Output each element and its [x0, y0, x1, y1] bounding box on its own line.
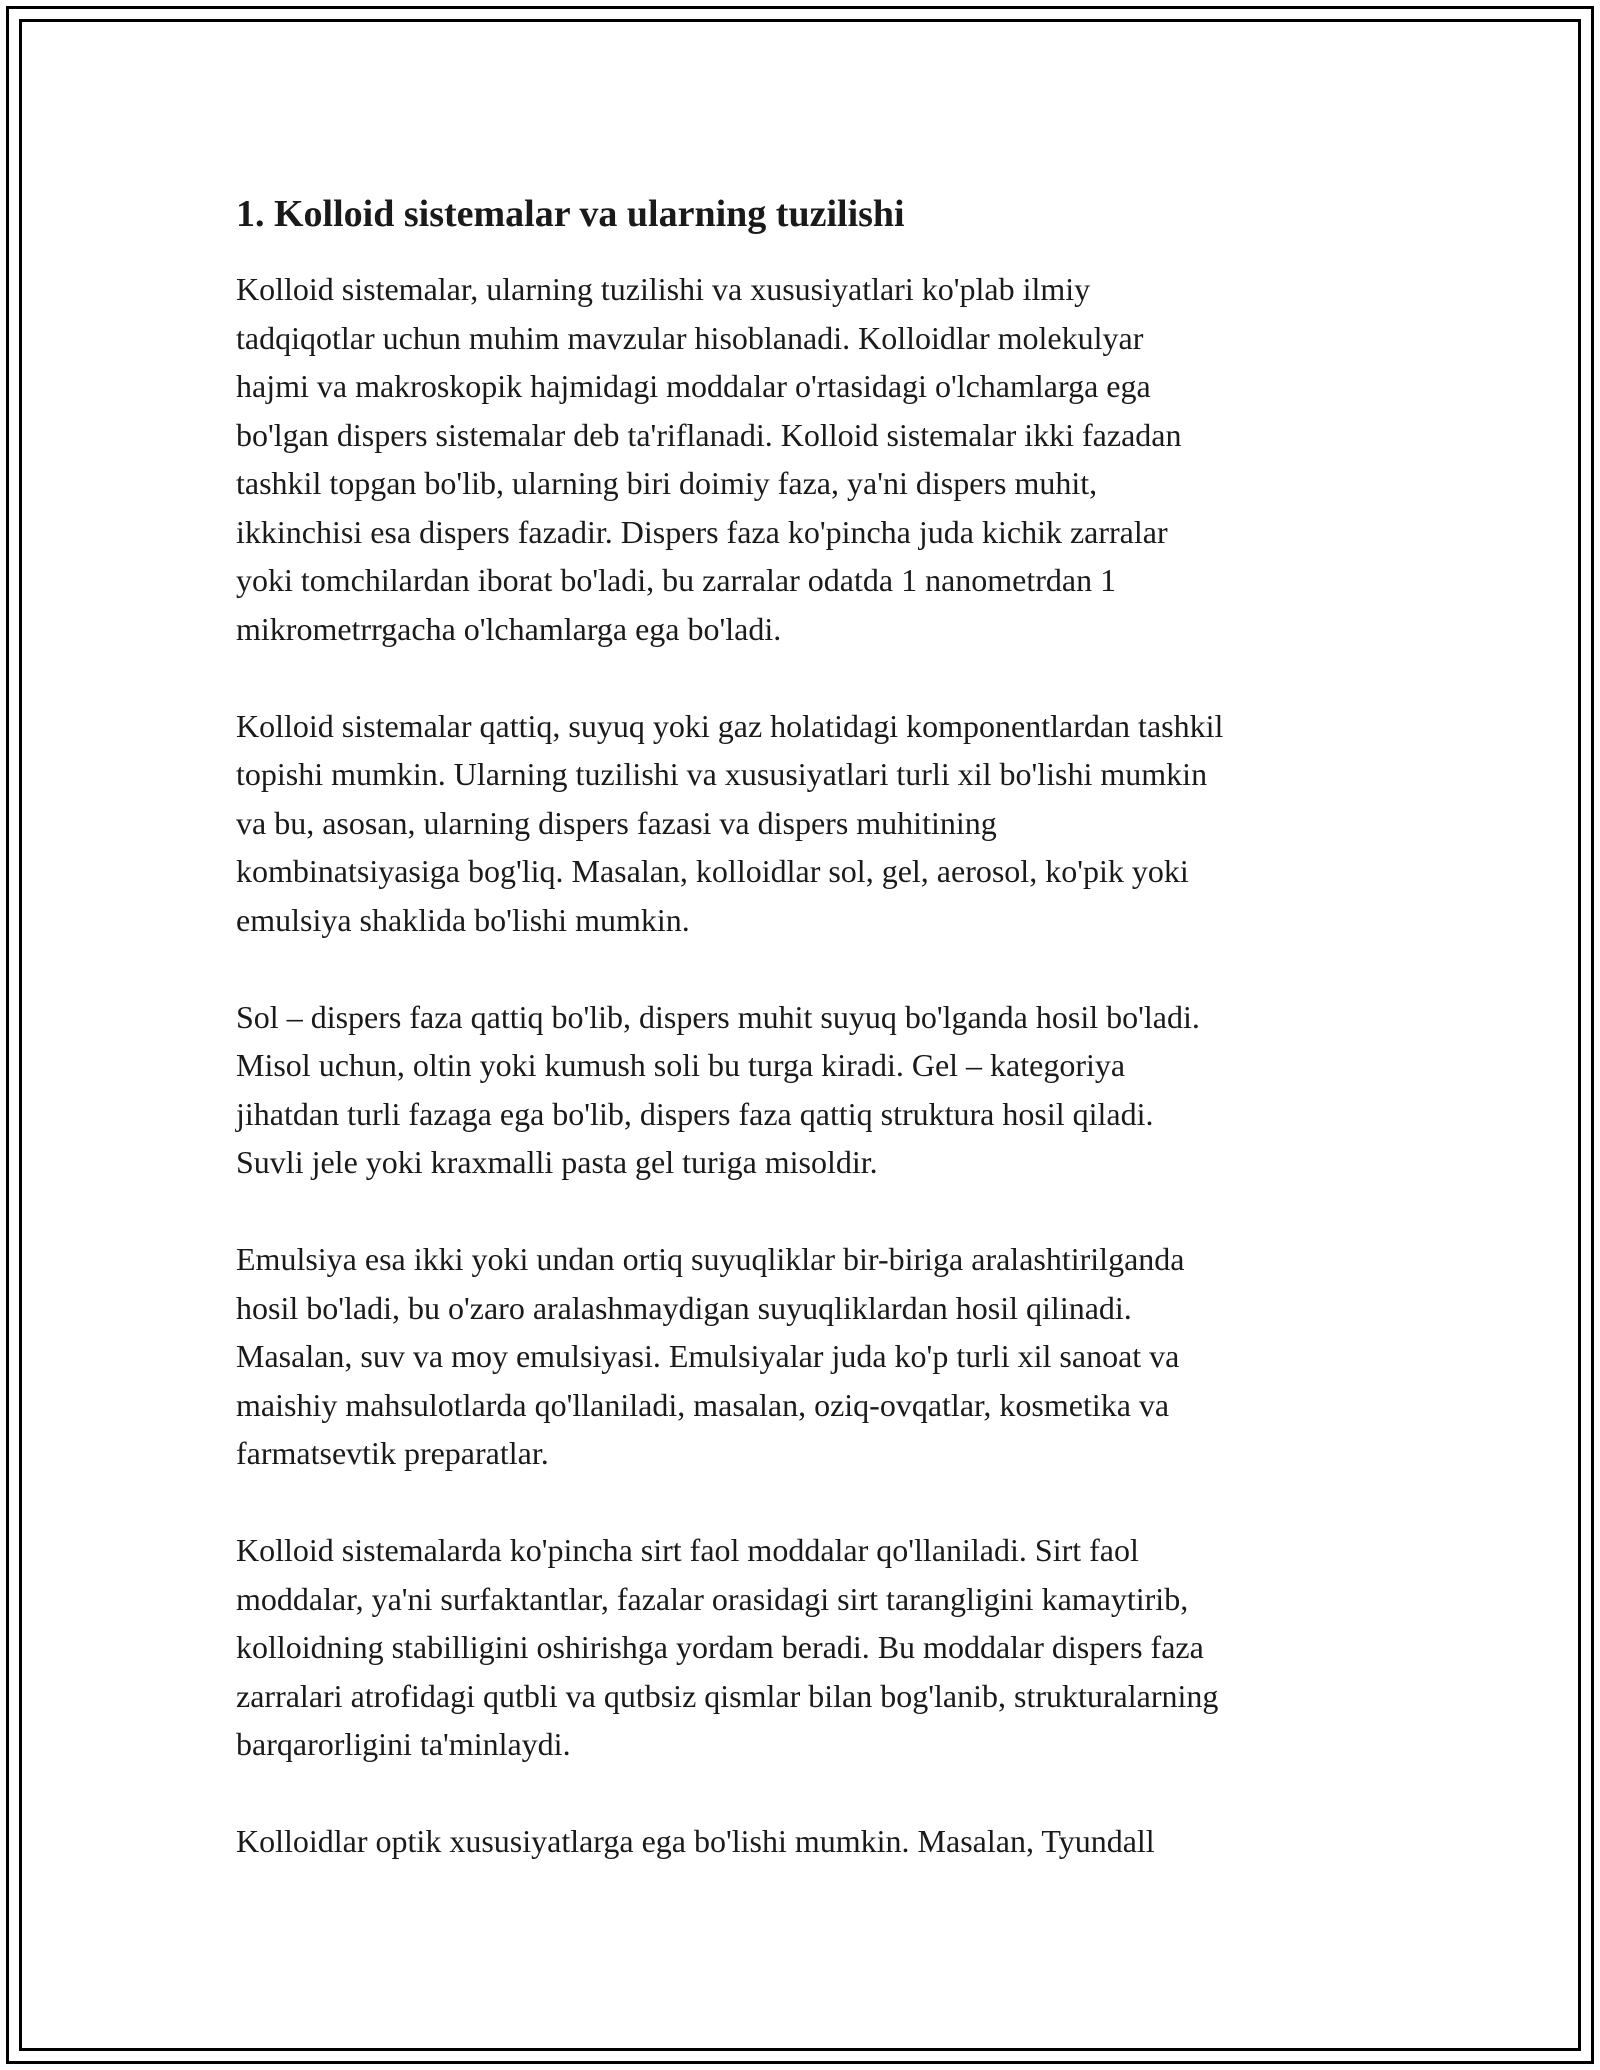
paragraph-definition [236, 265, 1386, 653]
text-line: jihatdan turli fazaga ega bo'lib, dispers faza qattiq struktura hosil qiladi. [236, 1095, 1154, 1132]
paragraph-sol-gel [236, 993, 1386, 1187]
text-line: yoki tomchilardan iborat bo'ladi, bu zarralar odatda 1 nanometrdan 1 [236, 562, 1117, 598]
text-line: hajmi va makroskopik hajmidagi moddalar o'rtasidagi o'lchamlarga ega [236, 368, 1151, 404]
text-line: Emulsiya esa ikki yoki undan ortiq suyuqliklar bir-biriga aralashtirilganda [236, 1241, 1185, 1277]
document-body [236, 185, 1386, 1914]
text-line: Kolloid sistemalar qattiq, suyuq yoki gaz holatidagi komponentlardan tashkil [236, 707, 1224, 744]
text-line: zarralari atrofidagi qutbli va qutbsiz qismlar bilan bog'lanib, strukturalarning [236, 1677, 1219, 1714]
text-line: farmatsevtik preparatlar. [236, 1435, 549, 1471]
text-line: Kolloid sistemalar, ularning tuzilishi va xususiyatlari ko'plab ilmiy [236, 271, 1091, 307]
paragraph-surfactants [236, 1526, 1386, 1769]
text-line: hosil bo'ladi, bu o'zaro aralashmaydigan suyuqliklardan hosil qilinadi. [236, 1289, 1132, 1326]
text-line: Sol – dispers faza qattiq bo'lib, dispers muhit suyuq bo'lganda hosil bo'ladi. [236, 998, 1200, 1035]
paragraph-states [236, 702, 1386, 945]
text-line: moddalar, ya'ni surfaktantlar, fazalar orasidagi sirt tarangligini kamaytirib, [236, 1580, 1189, 1617]
text-line: Kolloid sistemalarda ko'pincha sirt faol moddalar qo'llaniladi. Sirt faol [236, 1532, 1139, 1568]
text-line: emulsiya shaklida bo'lishi mumkin. [236, 901, 690, 938]
text-line: va bu, asosan, ularning dispers fazasi va dispers muhitining [236, 804, 997, 841]
text-line: topishi mumkin. Ularning tuzilishi va xususiyatlari turli xil bo'lishi mumkin [236, 756, 1208, 792]
text-line: Masalan, suv va moy emulsiyasi. Emulsiyalar juda ko'p turli xil sanoat va [236, 1338, 1180, 1374]
text-line: kombinatsiyasiga bog'liq. Masalan, kolloidlar sol, gel, aerosol, ko'pik yoki [236, 853, 1189, 889]
section-heading: 1. Kolloid sistemalar va ularning tuzilishi [236, 193, 905, 235]
text-line: Suvli jele yoki kraxmalli pasta gel turiga misoldir. [236, 1144, 878, 1180]
text-line: maishiy mahsulotlarda qo'llaniladi, masalan, oziq-ovqatlar, kosmetika va [236, 1386, 1170, 1423]
paragraph-emulsion [236, 1235, 1386, 1478]
text-line: Misol uchun, oltin yoki kumush soli bu turga kiradi. Gel – kategoriya [236, 1047, 1126, 1083]
text-line: tashkil topgan bo'lib, ularning biri doimiy faza, ya'ni dispers muhit, [236, 465, 1098, 501]
text-line: tadqiqotlar uchun muhim mavzular hisoblanadi. Kolloidlar molekulyar [236, 319, 1144, 356]
text-line: kolloidning stabilligini oshirishga yordam beradi. Bu moddalar dispers faza [236, 1629, 1204, 1665]
text-line: Kolloidlar optik xususiyatlarga ega bo'lishi mumkin. Masalan, Tyundall [236, 1823, 1155, 1859]
text-line: barqarorligini ta'minlaydi. [236, 1726, 571, 1762]
text-line: bo'lgan dispers sistemalar deb ta'riflanadi. Kolloid sistemalar ikki fazadan [236, 416, 1182, 453]
paragraph-optics [236, 1817, 1386, 1866]
text-line: ikkinchisi esa dispers fazadir. Dispers faza ko'pincha juda kichik zarralar [236, 513, 1168, 550]
text-line: mikrometrrgacha o'lchamlarga ega bo'ladi. [236, 610, 782, 647]
